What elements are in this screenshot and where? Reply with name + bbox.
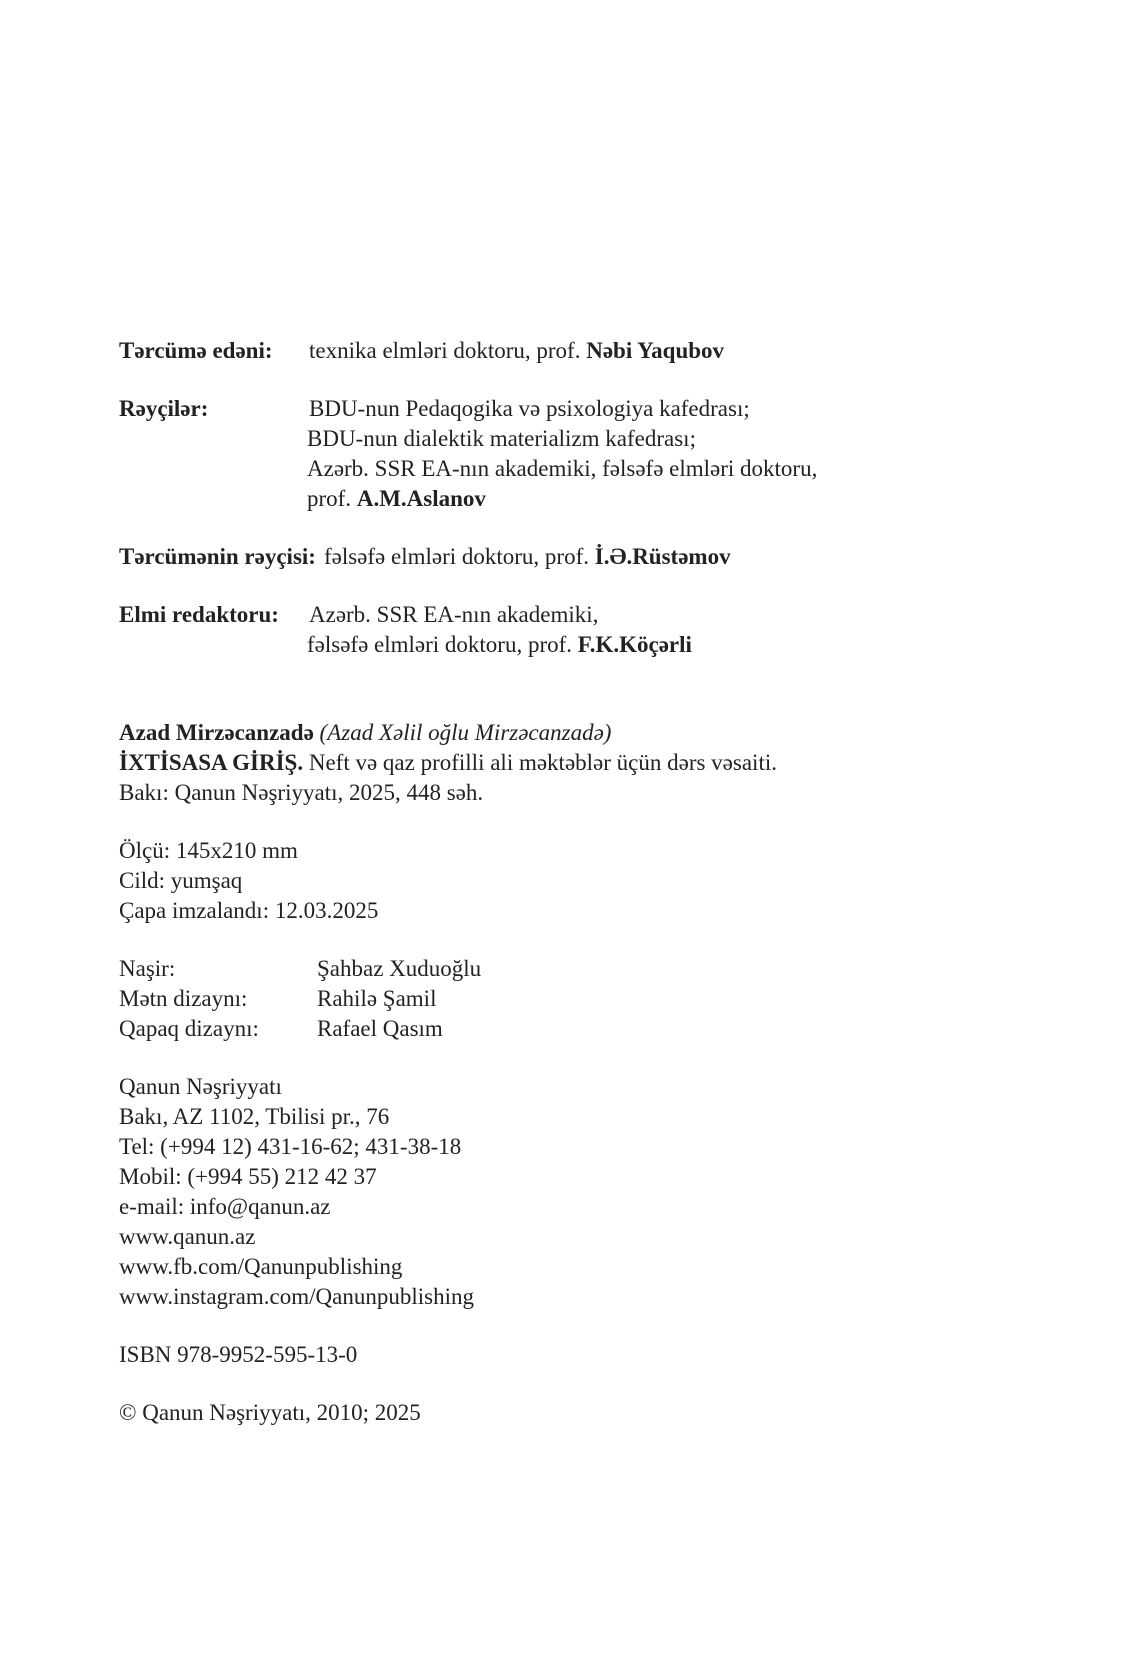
book-subtitle: Neft və qaz profilli ali məktəblər üçün dərs vəsaiti. bbox=[308, 750, 777, 775]
translator-name: Nəbi Yaqubov bbox=[586, 338, 725, 363]
translator-prefix: texnika elmləri doktoru, prof. bbox=[309, 338, 581, 363]
reviewer-line: Azərb. SSR EA-nın akademiki, fəlsəfə elmləri doktoru, bbox=[307, 456, 818, 481]
isbn: ISBN 978-9952-595-13-0 bbox=[119, 1342, 358, 1367]
scientific-editor-name: F.K.Köçərli bbox=[577, 632, 692, 657]
translation-reviewer-label: Tərcümənin rəyçisi: bbox=[119, 544, 316, 569]
spec-print-date: Çapa imzalandı: 12.03.2025 bbox=[119, 898, 379, 923]
publisher-instagram: www.instagram.com/Qanunpublishing bbox=[119, 1284, 474, 1309]
scientific-editor-label: Elmi redaktoru: bbox=[119, 602, 279, 627]
book-description bbox=[119, 718, 1019, 808]
publisher-contacts bbox=[119, 1072, 1019, 1312]
spec-binding: Cild: yumşaq bbox=[119, 868, 243, 893]
staff-label: Naşir: bbox=[119, 956, 176, 981]
scientific-editor-line1: Azərb. SSR EA-nın akademiki, bbox=[309, 602, 599, 627]
publisher-mobile: Mobil: (+994 55) 212 42 37 bbox=[119, 1164, 377, 1189]
scientific-editor-prefix: fəlsəfə elmləri doktoru, prof. bbox=[307, 632, 573, 657]
reviewer-last-prefix: prof. bbox=[307, 486, 352, 511]
book-title: İXTİSASA GİRİŞ. bbox=[119, 750, 304, 775]
book-specs bbox=[119, 836, 1019, 926]
reviewer-last-name: A.M.Aslanov bbox=[356, 486, 486, 511]
reviewers-list bbox=[307, 394, 817, 514]
staff-row bbox=[119, 954, 1019, 984]
translation-reviewer-name: İ.Ə.Rüstəmov bbox=[594, 544, 731, 569]
staff-value: Rahilə Şamil bbox=[317, 986, 437, 1011]
staff-label: Mətn dizaynı: bbox=[119, 986, 248, 1011]
book-author: Azad Mirzəcanzadə bbox=[119, 720, 314, 745]
publisher-website: www.qanun.az bbox=[119, 1224, 256, 1249]
staff-list bbox=[119, 954, 1019, 1044]
translator-label: Tərcümə edəni: bbox=[119, 338, 273, 363]
staff-value: Rafael Qasım bbox=[317, 1016, 443, 1041]
reviewer-line: BDU-nun Pedaqogika və psixologiya kafedrası; bbox=[309, 396, 750, 421]
reviewer-line: BDU-nun dialektik materializm kafedrası; bbox=[307, 426, 696, 451]
translator-row bbox=[119, 336, 1019, 366]
staff-row bbox=[119, 984, 1019, 1014]
publisher-facebook: www.fb.com/Qanunpublishing bbox=[119, 1254, 403, 1279]
book-author-full: (Azad Xəlil oğlu Mirzəcanzadə) bbox=[319, 720, 612, 745]
publisher-tel: Tel: (+994 12) 431-16-62; 431-38-18 bbox=[119, 1134, 462, 1159]
translation-reviewer-prefix: fəlsəfə elmləri doktoru, prof. bbox=[323, 544, 589, 569]
staff-label: Qapaq dizaynı: bbox=[119, 1016, 259, 1041]
staff-row bbox=[119, 1014, 1019, 1044]
reviewers-label: Rəyçilər: bbox=[119, 396, 209, 421]
publisher-address: Bakı, AZ 1102, Tbilisi pr., 76 bbox=[119, 1104, 390, 1129]
spec-size: Ölçü: 145x210 mm bbox=[119, 838, 298, 863]
reviewers-row bbox=[119, 394, 1019, 514]
scientific-editor-row bbox=[119, 600, 1019, 660]
imprint-page bbox=[119, 336, 1019, 1428]
publisher-email: e-mail: info@qanun.az bbox=[119, 1194, 331, 1219]
copyright: © Qanun Nəşriyyatı, 2010; 2025 bbox=[119, 1400, 421, 1425]
publisher-name: Qanun Nəşriyyatı bbox=[119, 1074, 282, 1099]
staff-value: Şahbaz Xuduoğlu bbox=[317, 956, 482, 981]
book-imprint: Bakı: Qanun Nəşriyyatı, 2025, 448 səh. bbox=[119, 780, 484, 805]
translation-reviewer-row bbox=[119, 542, 1019, 572]
